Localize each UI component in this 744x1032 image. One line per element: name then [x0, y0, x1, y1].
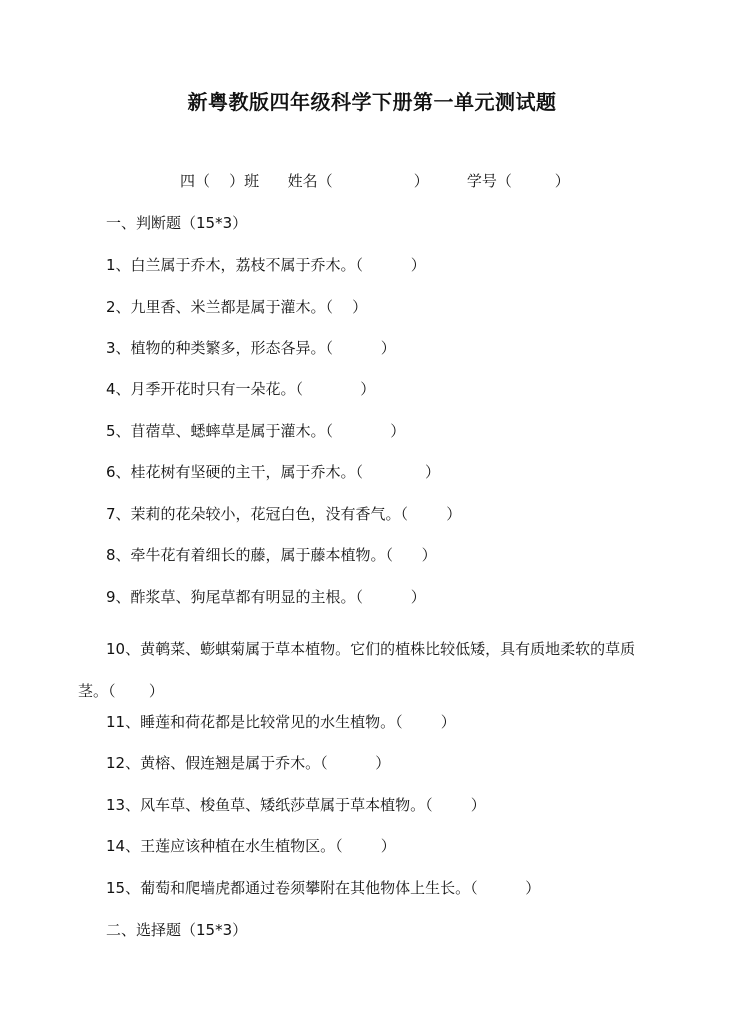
question-4: 4、月季开花时只有一朵花。（ ）: [106, 380, 376, 398]
question-1: 1、白兰属于乔木，荔枝不属于乔木。（ ）: [106, 256, 426, 274]
section-heading-choice: 二、选择题（15*3）: [106, 921, 248, 939]
question-10: [78, 628, 676, 712]
class-name-number-line: 四（ ）班 姓名（ ） 学号（ ）: [180, 172, 570, 190]
question-5: 5、苜蓿草、蟋蟀草是属于灌木。（ ）: [106, 422, 406, 440]
question-14: 14、王莲应该种植在水生植物区。（ ）: [106, 837, 396, 855]
question-7: 7、茉莉的花朵较小，花冠白色，没有香气。（ ）: [106, 505, 462, 523]
page-title: 新粤教版四年级科学下册第一单元测试题: [187, 90, 557, 114]
question-8: 8、牵牛花有着细长的藤，属于藤本植物。（ ）: [106, 546, 437, 564]
question-2: 2、九里香、米兰都是属于灌木。（ ）: [106, 298, 368, 316]
question-13: 13、风车草、梭鱼草、矮纸莎草属于草本植物。（ ）: [106, 796, 486, 814]
question-3: 3、植物的种类繁多，形态各异。（ ）: [106, 339, 396, 357]
question-12: 12、黄榕、假连翘是属于乔木。（ ）: [106, 754, 391, 772]
question-10-line-1: 10、黄鹌菜、蟛蜞菊属于草本植物。它们的植株比较低矮，具有质地柔软的草质: [106, 640, 636, 658]
question-9: 9、酢浆草、狗尾草都有明显的主根。（ ）: [106, 588, 426, 606]
question-6: 6、桂花树有坚硬的主干，属于乔木。（ ）: [106, 463, 441, 481]
section-heading-judgment: 一、判断题（15*3）: [106, 214, 248, 232]
question-10-line-2: 茎。（ ）: [78, 682, 164, 700]
question-15: 15、葡萄和爬墙虎都通过卷须攀附在其他物体上生长。（ ）: [106, 879, 541, 897]
question-11: 11、睡莲和荷花都是比较常见的水生植物。（ ）: [106, 713, 456, 731]
